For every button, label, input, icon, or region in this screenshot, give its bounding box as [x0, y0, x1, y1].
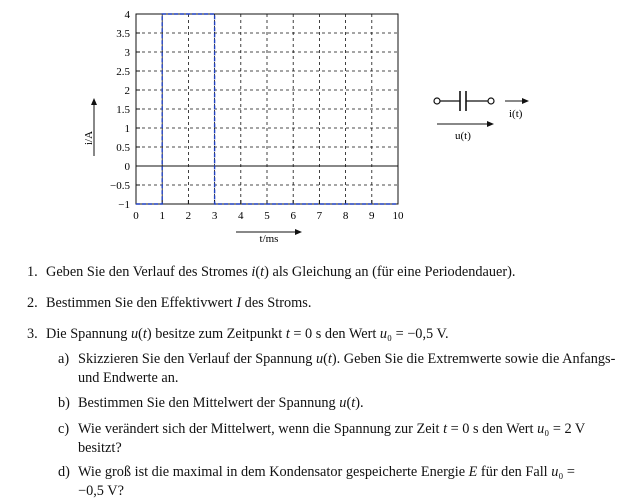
- capacitor-circuit: [434, 91, 529, 142]
- y-axis-label: i/A: [83, 130, 95, 146]
- x-axis-label: t/ms: [259, 233, 279, 245]
- text-run: u: [551, 464, 559, 480]
- current-plot: [83, 9, 404, 245]
- text-run: Bestimmen Sie den Effektivwert: [46, 295, 237, 311]
- text-run: = 0 s den Wert: [447, 421, 538, 437]
- terminal-left: [434, 98, 440, 104]
- text-run: = 0 s den Wert: [289, 326, 380, 342]
- question-text: [46, 263, 515, 282]
- text-run: u: [130, 326, 139, 342]
- text-run: u: [379, 326, 388, 342]
- text-run: −0,5 V?: [78, 483, 124, 499]
- voltage-label: u(t): [455, 130, 471, 142]
- y-tick-label: 1: [124, 123, 130, 135]
- text-run: t: [260, 264, 265, 280]
- voltage-arrow-head: [487, 121, 494, 127]
- text-run: Wie verändert sich der Mittelwert, wenn die Spannung zur Zeit: [78, 421, 444, 437]
- question-number: 2.: [27, 295, 38, 311]
- subquestion-text: [78, 463, 575, 482]
- question-text: [46, 294, 311, 313]
- x-tick-label: 6: [290, 210, 296, 222]
- text-run: ₀ =: [558, 464, 575, 480]
- text-run: Skizzieren Sie den Verlauf der Spannung: [78, 351, 316, 367]
- y-tick-label: 0: [124, 161, 130, 173]
- x-tick-label: 9: [369, 210, 375, 222]
- subquestion-text: [78, 350, 615, 369]
- text-run: ₀ = 2 V: [544, 421, 586, 437]
- subquestion-label: b): [58, 395, 70, 411]
- current-arrow-head: [522, 98, 529, 104]
- subquestion-label: d): [58, 464, 70, 480]
- text-run: t: [142, 326, 147, 342]
- text-run: t: [351, 395, 356, 411]
- x-tick-label: 2: [185, 210, 192, 222]
- subquestion-text: [78, 394, 364, 413]
- text-run: i: [251, 264, 256, 280]
- y-tick-label: 4: [124, 9, 130, 21]
- y-tick-label: −1: [118, 199, 130, 211]
- text-run: u: [339, 395, 347, 411]
- y-tick-label: 3.5: [116, 28, 130, 40]
- terminal-right: [488, 98, 494, 104]
- subquestion-text: [78, 439, 122, 458]
- x-tick-label: 0: [133, 210, 139, 222]
- text-run: und Endwerte an.: [78, 370, 179, 386]
- subquestion-text: [78, 482, 124, 501]
- figure: [0, 0, 628, 250]
- text-run: ₀ = −0,5 V.: [387, 326, 449, 342]
- x-tick-label: 1: [159, 210, 165, 222]
- subquestion-label: c): [58, 421, 70, 437]
- subquestion-label: a): [58, 351, 70, 367]
- text-run: für den Fall: [477, 464, 552, 480]
- text-run: (: [323, 351, 328, 367]
- x-tick-label: 7: [316, 210, 323, 222]
- x-tick-label: 4: [238, 210, 244, 222]
- y-tick-label: −0.5: [110, 180, 130, 192]
- x-tick-label: 8: [342, 210, 349, 222]
- x-tick-label: 5: [264, 210, 270, 222]
- text-run: des Stroms.: [241, 295, 312, 311]
- text-run: Wie groß ist die maximal in dem Kondensator gespeicherte Energie: [78, 464, 469, 480]
- text-run: t: [443, 421, 448, 437]
- text-run: (: [346, 395, 352, 411]
- text-run: I: [236, 295, 242, 311]
- question-number: 1.: [27, 264, 38, 280]
- text-run: Bestimmen Sie den Mittelwert der Spannung: [78, 395, 340, 411]
- y-tick-label: 2.5: [116, 66, 130, 78]
- text-run: u: [537, 421, 545, 437]
- text-run: Geben Sie den Verlauf des Stromes: [46, 264, 252, 280]
- y-tick-label: 3: [124, 47, 130, 59]
- subquestion-text: [78, 369, 178, 388]
- text-run: u: [315, 351, 324, 367]
- text-run: ). Geben Sie die Extremwerte sowie die Anfangs-: [331, 351, 616, 367]
- question-number: 3.: [27, 326, 38, 342]
- x-tick-label: 10: [392, 210, 404, 222]
- x-tick-label: 3: [211, 210, 218, 222]
- y-tick-label: 0.5: [116, 142, 130, 154]
- text-run: (: [255, 264, 261, 280]
- text-run: ) besitze zum Zeitpunkt: [146, 326, 286, 342]
- question-text: [46, 325, 449, 344]
- y-axis-arrow-head: [91, 98, 97, 105]
- y-tick-label: 1.5: [116, 104, 130, 116]
- text-run: t: [327, 351, 332, 367]
- subquestion-text: [78, 420, 585, 439]
- y-tick-label: 2: [124, 85, 130, 97]
- text-run: E: [468, 464, 478, 480]
- text-run: (: [138, 326, 143, 342]
- text-run: ) als Gleichung an (für eine Periodendauer).: [264, 264, 516, 280]
- text-run: t: [285, 326, 290, 342]
- text-run: besitzt?: [78, 440, 122, 456]
- text-run: Die Spannung: [46, 326, 131, 342]
- text-run: ).: [355, 395, 364, 411]
- x-axis-arrow-head: [295, 229, 302, 235]
- current-label: i(t): [509, 108, 523, 120]
